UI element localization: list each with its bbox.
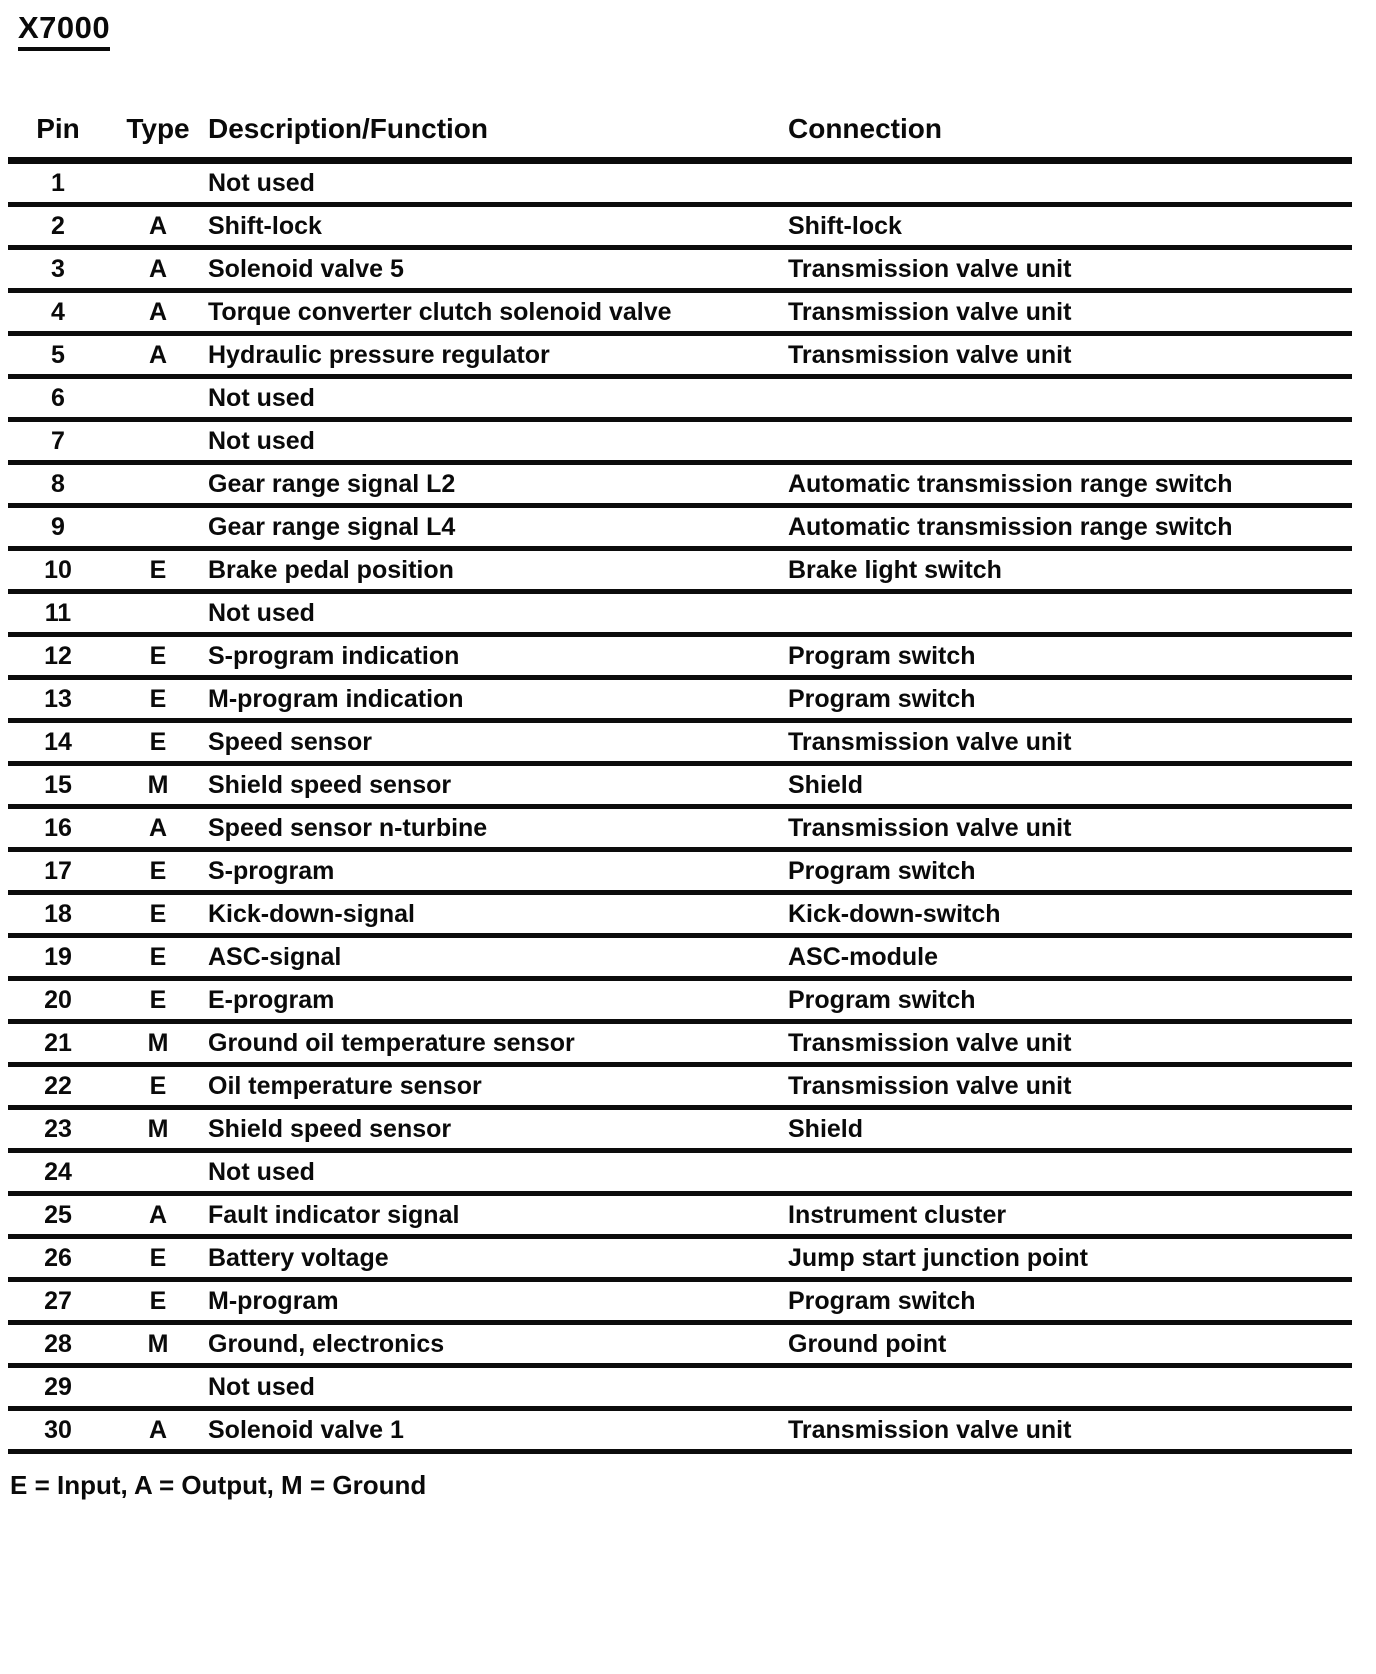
type-cell: E <box>108 852 208 895</box>
connection-cell: Transmission valve unit <box>788 336 1352 379</box>
description-cell: Shield speed sensor <box>208 766 788 809</box>
type-cell <box>108 379 208 422</box>
table-row <box>8 207 1352 250</box>
type-cell: M <box>108 1024 208 1067</box>
pin-cell: 25 <box>8 1196 108 1239</box>
type-cell: E <box>108 1282 208 1325</box>
table-row <box>8 164 1352 207</box>
connection-cell <box>788 379 1352 422</box>
pin-cell: 16 <box>8 809 108 852</box>
pin-cell: 29 <box>8 1368 108 1411</box>
type-cell: E <box>108 680 208 723</box>
pin-cell: 17 <box>8 852 108 895</box>
pin-cell: 6 <box>8 379 108 422</box>
type-cell: E <box>108 938 208 981</box>
description-cell: Gear range signal L2 <box>208 465 788 508</box>
pin-cell: 9 <box>8 508 108 551</box>
type-cell <box>108 1368 208 1411</box>
table-row <box>8 1153 1352 1196</box>
description-cell: Speed sensor n-turbine <box>208 809 788 852</box>
connection-cell: Transmission valve unit <box>788 1024 1352 1067</box>
connector-id-label: X7000 <box>18 10 110 51</box>
description-cell: Ground, electronics <box>208 1325 788 1368</box>
description-cell: Solenoid valve 1 <box>208 1411 788 1454</box>
type-cell: A <box>108 336 208 379</box>
description-cell: Speed sensor <box>208 723 788 766</box>
description-cell: Brake pedal position <box>208 551 788 594</box>
description-cell: Fault indicator signal <box>208 1196 788 1239</box>
type-cell: M <box>108 1110 208 1153</box>
type-cell: E <box>108 723 208 766</box>
pin-cell: 19 <box>8 938 108 981</box>
column-header-description: Description/Function <box>208 113 788 164</box>
table-row <box>8 465 1352 508</box>
connection-cell <box>788 422 1352 465</box>
table-row <box>8 508 1352 551</box>
description-cell: Solenoid valve 5 <box>208 250 788 293</box>
type-cell: E <box>108 895 208 938</box>
description-cell: S-program indication <box>208 637 788 680</box>
pin-cell: 1 <box>8 164 108 207</box>
type-cell <box>108 422 208 465</box>
pin-cell: 12 <box>8 637 108 680</box>
page-title <box>18 10 1376 51</box>
column-header-connection: Connection <box>788 113 1352 164</box>
description-cell: Hydraulic pressure regulator <box>208 336 788 379</box>
pin-cell: 26 <box>8 1239 108 1282</box>
connection-cell: Jump start junction point <box>788 1239 1352 1282</box>
type-cell: A <box>108 809 208 852</box>
connection-cell: Shift-lock <box>788 207 1352 250</box>
pin-cell: 13 <box>8 680 108 723</box>
description-cell: E-program <box>208 981 788 1024</box>
table-row <box>8 1239 1352 1282</box>
table-row <box>8 981 1352 1024</box>
column-header-pin: Pin <box>8 113 108 164</box>
type-cell <box>108 508 208 551</box>
table-row <box>8 1110 1352 1153</box>
table-row <box>8 852 1352 895</box>
table-row <box>8 336 1352 379</box>
type-cell: M <box>108 1325 208 1368</box>
connection-cell: Program switch <box>788 680 1352 723</box>
connection-cell: Transmission valve unit <box>788 1411 1352 1454</box>
column-header-type: Type <box>108 113 208 164</box>
description-cell: Shield speed sensor <box>208 1110 788 1153</box>
table-row <box>8 1067 1352 1110</box>
table-row <box>8 293 1352 336</box>
pin-cell: 21 <box>8 1024 108 1067</box>
pin-cell: 20 <box>8 981 108 1024</box>
type-cell: A <box>108 250 208 293</box>
pin-cell: 27 <box>8 1282 108 1325</box>
legend-text: E = Input, A = Output, M = Ground <box>10 1470 427 1500</box>
type-cell: A <box>108 1196 208 1239</box>
type-cell: E <box>108 981 208 1024</box>
description-cell: Kick-down-signal <box>208 895 788 938</box>
pin-cell: 4 <box>8 293 108 336</box>
connection-cell: Program switch <box>788 637 1352 680</box>
description-cell: ASC-signal <box>208 938 788 981</box>
table-row <box>8 551 1352 594</box>
pin-cell: 2 <box>8 207 108 250</box>
table-row <box>8 1282 1352 1325</box>
connection-cell: Automatic transmission range switch <box>788 465 1352 508</box>
type-cell: A <box>108 207 208 250</box>
type-cell: E <box>108 637 208 680</box>
description-cell: Gear range signal L4 <box>208 508 788 551</box>
type-cell <box>108 594 208 637</box>
pin-cell: 15 <box>8 766 108 809</box>
connection-cell: Program switch <box>788 1282 1352 1325</box>
connection-cell <box>788 1153 1352 1196</box>
table-row <box>8 594 1352 637</box>
description-cell: Not used <box>208 422 788 465</box>
table-row <box>8 938 1352 981</box>
table-row <box>8 250 1352 293</box>
description-cell: M-program <box>208 1282 788 1325</box>
table-row <box>8 766 1352 809</box>
pin-cell: 30 <box>8 1411 108 1454</box>
type-cell <box>108 164 208 207</box>
pin-cell: 28 <box>8 1325 108 1368</box>
description-cell: Not used <box>208 1153 788 1196</box>
description-cell: Battery voltage <box>208 1239 788 1282</box>
description-cell: Not used <box>208 1368 788 1411</box>
pin-cell: 5 <box>8 336 108 379</box>
connection-cell <box>788 594 1352 637</box>
type-cell <box>108 1153 208 1196</box>
connection-cell: Automatic transmission range switch <box>788 508 1352 551</box>
connection-cell: Program switch <box>788 981 1352 1024</box>
pin-cell: 8 <box>8 465 108 508</box>
description-cell: M-program indication <box>208 680 788 723</box>
pin-cell: 7 <box>8 422 108 465</box>
description-cell: Oil temperature sensor <box>208 1067 788 1110</box>
connection-cell: Program switch <box>788 852 1352 895</box>
type-cell <box>108 465 208 508</box>
table-row <box>8 809 1352 852</box>
table-row <box>8 379 1352 422</box>
pin-cell: 23 <box>8 1110 108 1153</box>
pin-cell: 11 <box>8 594 108 637</box>
connection-cell: Transmission valve unit <box>788 809 1352 852</box>
connection-cell: Shield <box>788 1110 1352 1153</box>
pin-cell: 10 <box>8 551 108 594</box>
description-cell: Shift-lock <box>208 207 788 250</box>
pin-table-body <box>8 164 1352 1454</box>
connection-cell: ASC-module <box>788 938 1352 981</box>
connection-cell <box>788 164 1352 207</box>
table-row <box>8 895 1352 938</box>
connection-cell: Instrument cluster <box>788 1196 1352 1239</box>
connection-cell: Transmission valve unit <box>788 1067 1352 1110</box>
type-cell: A <box>108 1411 208 1454</box>
description-cell: Ground oil temperature sensor <box>208 1024 788 1067</box>
table-row <box>8 1325 1352 1368</box>
table-row <box>8 1411 1352 1454</box>
table-row <box>8 1368 1352 1411</box>
connection-cell: Transmission valve unit <box>788 250 1352 293</box>
pin-cell: 22 <box>8 1067 108 1110</box>
connection-cell <box>788 1368 1352 1411</box>
description-cell: Torque converter clutch solenoid valve <box>208 293 788 336</box>
connection-cell: Shield <box>788 766 1352 809</box>
type-cell: E <box>108 551 208 594</box>
connection-cell: Ground point <box>788 1325 1352 1368</box>
table-row <box>8 1196 1352 1239</box>
description-cell: S-program <box>208 852 788 895</box>
type-cell: E <box>108 1239 208 1282</box>
table-row <box>8 1024 1352 1067</box>
connection-cell: Transmission valve unit <box>788 723 1352 766</box>
description-cell: Not used <box>208 379 788 422</box>
pin-assignment-table <box>8 113 1352 1454</box>
connection-cell: Kick-down-switch <box>788 895 1352 938</box>
type-cell: A <box>108 293 208 336</box>
pin-cell: 24 <box>8 1153 108 1196</box>
pin-cell: 18 <box>8 895 108 938</box>
table-row <box>8 422 1352 465</box>
connection-cell: Transmission valve unit <box>788 293 1352 336</box>
pin-cell: 3 <box>8 250 108 293</box>
type-cell: M <box>108 766 208 809</box>
connection-cell: Brake light switch <box>788 551 1352 594</box>
description-cell: Not used <box>208 594 788 637</box>
pin-cell: 14 <box>8 723 108 766</box>
description-cell: Not used <box>208 164 788 207</box>
table-header-row <box>8 113 1352 164</box>
table-row <box>8 723 1352 766</box>
table-row <box>8 680 1352 723</box>
type-cell: E <box>108 1067 208 1110</box>
table-row <box>8 637 1352 680</box>
